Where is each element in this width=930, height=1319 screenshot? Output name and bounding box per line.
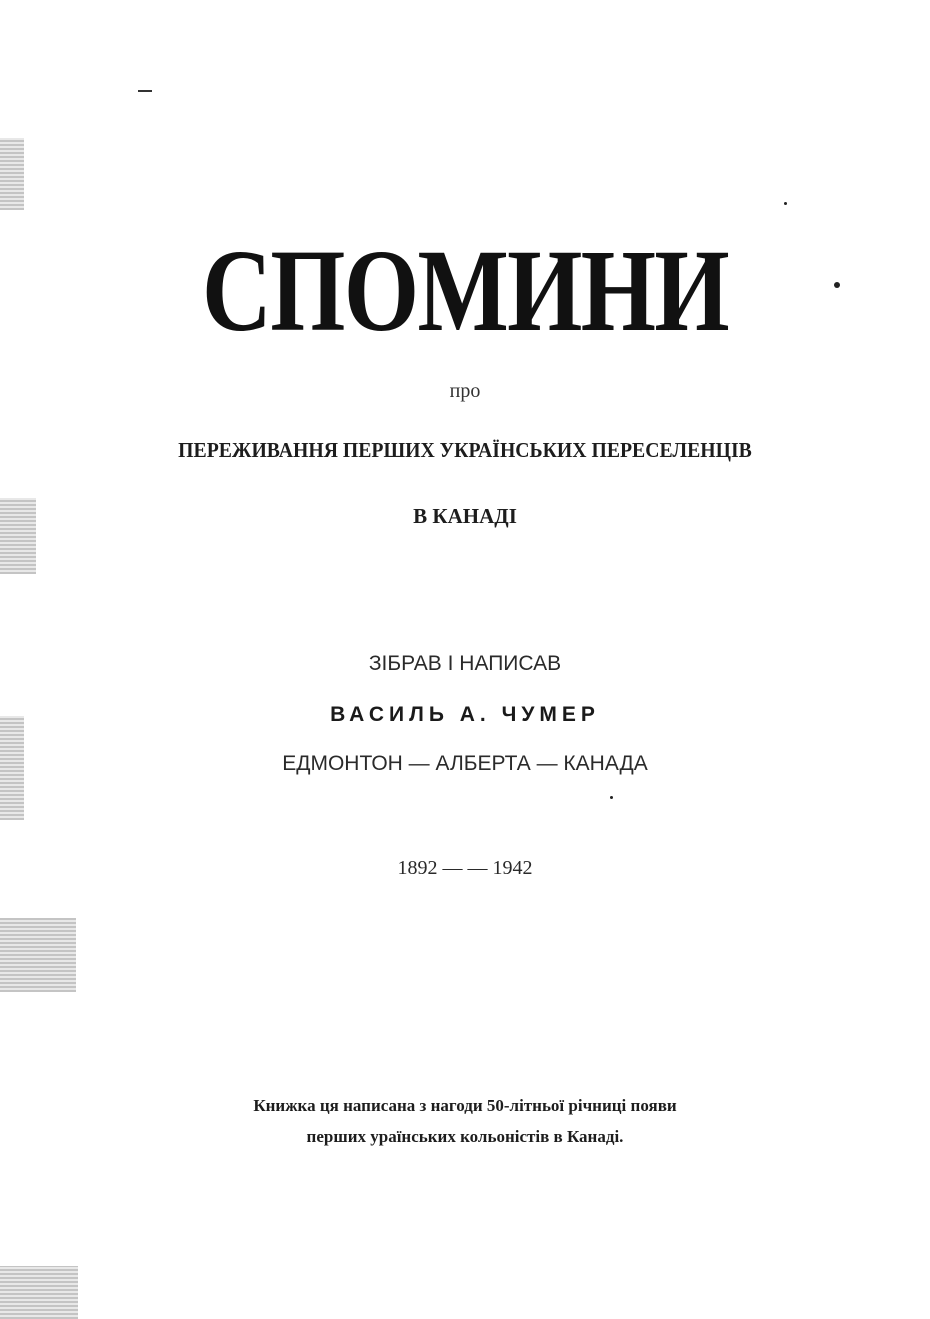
scan-mark xyxy=(0,138,24,210)
publication-place: ЕДМОНТОН — АЛБЕРТА — КАНАДА xyxy=(282,752,648,775)
scan-mark xyxy=(0,918,76,992)
preposition: про xyxy=(449,380,481,402)
scan-speck xyxy=(610,796,613,799)
subtitle-line-2: В КАНАДІ xyxy=(413,504,517,528)
scan-mark xyxy=(0,1266,78,1319)
scan-speck xyxy=(784,202,787,205)
author-name: ВАСИЛЬ А. ЧУМЕР xyxy=(330,703,600,726)
note-line-1: Книжка ця написана з нагоди 50-літньої річниці появи xyxy=(253,1096,677,1115)
years-range: 1892 — — 1942 xyxy=(397,857,533,879)
collected-by: ЗІБРАВ І НАПИСАВ xyxy=(368,652,562,675)
scan-dash xyxy=(138,90,152,92)
note-line-2: перших ураїнських кольоністів в Канаді. xyxy=(306,1127,624,1146)
subtitle-line-1: ПЕРЕЖИВАННЯ ПЕРШИХ УКРАЇНСЬКИХ ПЕРЕСЕЛЕНЦІВ xyxy=(178,438,752,462)
dedication-note xyxy=(0,1090,930,1152)
page-title: СПОМИНИ xyxy=(201,225,729,356)
